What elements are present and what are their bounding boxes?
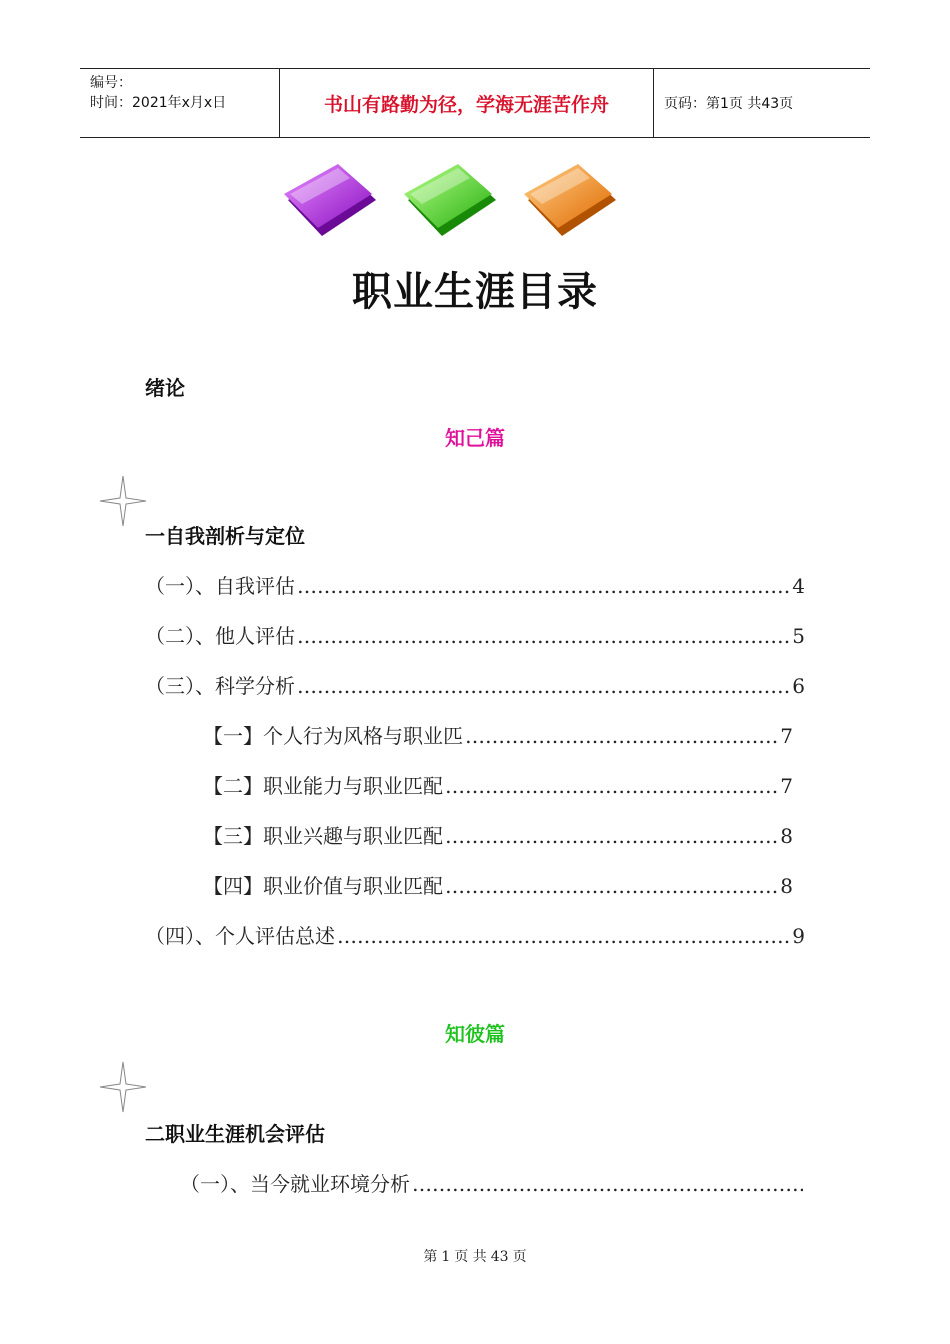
toc-entry[interactable]: [203, 870, 793, 899]
number-label: 编号：: [90, 75, 132, 91]
toc-entry[interactable]: [203, 770, 793, 799]
part2-heading: 二职业生涯机会评估: [145, 1122, 325, 1146]
toc-page: 5: [792, 624, 805, 648]
page-header: [80, 68, 870, 138]
toc-page: 7: [780, 774, 793, 798]
part1-heading: 一自我剖析与定位: [145, 524, 305, 548]
toc-entry[interactable]: [145, 670, 805, 699]
toc-label: （一）、当今就业环境分析: [180, 1172, 410, 1196]
toc-page: 6: [792, 674, 805, 698]
toc-label: （二）、他人评估: [145, 624, 295, 648]
header-page-info: 页码：第1页 共43页: [664, 96, 794, 112]
footer-total-pages: 43: [490, 1249, 509, 1265]
toc-label: （一）、自我评估: [145, 574, 295, 598]
toc-page: 8: [780, 874, 793, 898]
date-label: 时间：2021年x月x日: [90, 95, 227, 111]
purple-folder-icon: [280, 160, 380, 244]
toc-entry[interactable]: [145, 620, 805, 649]
page-title: 职业生涯目录: [352, 269, 598, 315]
header-meta: [80, 69, 280, 137]
footer-page-number: 1: [441, 1249, 451, 1265]
toc-page: 8: [780, 824, 793, 848]
part1-title: 知己篇: [445, 426, 505, 450]
toc-entry[interactable]: [145, 920, 805, 949]
toc-page: 9: [792, 924, 805, 948]
toc-page: 7: [780, 724, 793, 748]
toc-entry[interactable]: [180, 1168, 805, 1197]
orange-folder-icon: [520, 160, 620, 244]
green-folder-icon: [400, 160, 500, 244]
sparkle-icon: [98, 474, 148, 528]
toc-label: 【三】职业兴趣与职业匹配: [203, 824, 443, 848]
part2-title: 知彼篇: [445, 1022, 505, 1046]
toc-label: （四）、个人评估总述: [145, 924, 335, 948]
sparkle-icon: [98, 1060, 148, 1114]
decorative-folders: [280, 160, 620, 244]
toc-label: 【二】职业能力与职业匹配: [203, 774, 443, 798]
toc-entry[interactable]: [145, 570, 805, 599]
toc-entry[interactable]: [203, 720, 793, 749]
intro-heading: 绪论: [145, 376, 185, 400]
toc-label: 【四】职业价值与职业匹配: [203, 874, 443, 898]
page-footer: 第 1 页 共 43 页: [423, 1249, 527, 1265]
toc-entry[interactable]: [203, 820, 793, 849]
header-motto: 书山有路勤为径，学海无涯苦作舟: [280, 69, 654, 137]
toc-page: 4: [792, 574, 805, 598]
toc-label: 【一】个人行为风格与职业匹: [203, 724, 463, 748]
toc-label: （三）、科学分析: [145, 674, 295, 698]
